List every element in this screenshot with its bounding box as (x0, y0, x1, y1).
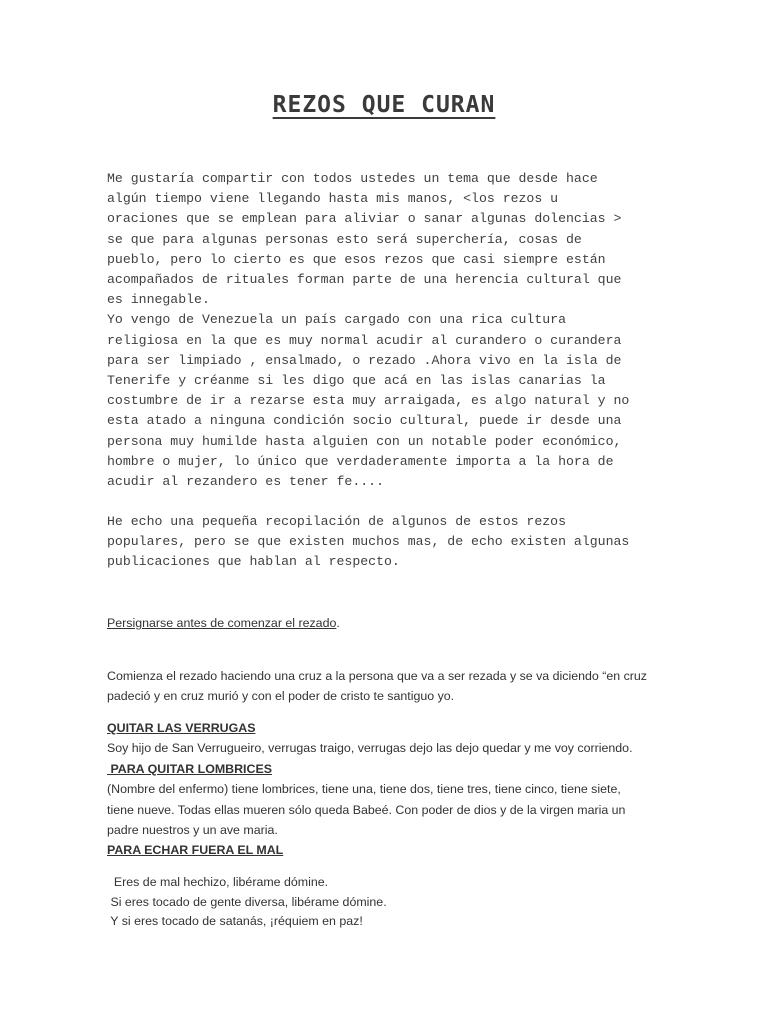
mal-heading: PARA ECHAR FUERA EL MAL (107, 843, 284, 858)
mal-line: Y si eres tocado de satanás, ¡réquiem en paz! (107, 914, 363, 929)
comienza-paragraph (107, 666, 667, 707)
recopilation-line: populares, pero se que existen muchos mas, de echo existen algunas (107, 534, 630, 550)
lombrices-line: tiene nueve. Todas ellas mueren sólo queda Babeé. Con poder de dios y de la virgen maria un (107, 802, 626, 817)
verrugas-heading-line (107, 718, 667, 738)
recopilation-line: He echo una pequeña recopilación de algunos de estos rezos (107, 514, 566, 529)
intro-line: pueblo, pero lo cierto es que esos rezos que casi siempre están (107, 251, 606, 267)
page-title-text: REZOS QUE CURAN (272, 92, 496, 118)
intro-line: acudir al rezandero es tener fe.... (107, 474, 384, 490)
remedies-section (107, 718, 667, 861)
persignarse-section (107, 613, 667, 633)
recopilation-line: publicaciones que hablan al respecto. (107, 554, 400, 570)
lombrices-line: padre nuestros y un ave maria. (107, 823, 278, 838)
lombrices-heading-line (107, 759, 667, 779)
intro-line: es innegable. (107, 292, 210, 308)
persignarse-heading: Persignarse antes de comenzar el rezado (107, 616, 337, 630)
persignarse-period: . (336, 616, 340, 630)
recopilation-paragraph (107, 512, 667, 573)
intro-line: se que para algunas personas esto será superchería, cosas de (107, 231, 582, 247)
intro-line: hombre o mujer, lo único que verdaderamente importa a la hora de (107, 453, 614, 469)
mal-line: Eres de mal hechizo, libérame dómine. (107, 875, 329, 889)
persignarse-heading-line (107, 613, 667, 633)
intro-line: costumbre de ir a rezarse esta muy arraigada, es algo natural y no (107, 393, 630, 409)
lombrices-heading: PARA QUITAR LOMBRICES (107, 761, 272, 776)
intro-line: Me gustaría compartir con todos ustedes un tema que desde hace (107, 171, 598, 186)
comienza-line: padeció y en cruz murió y con el poder de cristo te santiguo yo. (107, 689, 455, 704)
mal-heading-line (107, 840, 667, 860)
mal-prayer (107, 873, 667, 932)
intro-line: persona muy humilde hasta alguien con un notable poder económico, (107, 433, 622, 449)
intro-line: acompañados de rituales forman parte de una herencia cultural que (107, 272, 622, 288)
verrugas-text: Soy hijo de San Verrugueiro, verrugas traigo, verrugas dejo las dejo quedar y me voy corriendo. (107, 741, 633, 756)
intro-line: Yo vengo de Venezuela un país cargado con una rica cultura (107, 312, 566, 328)
intro-line: algún tiempo viene llegando hasta mis manos, <los rezos u (107, 191, 559, 207)
intro-line: esta atado a ninguna condición socio cultural, puede ir desde una (107, 413, 622, 429)
verrugas-heading: QUITAR LAS VERRUGAS (107, 721, 256, 735)
intro-line: religiosa en la que es muy normal acudir al curandero o curandera (107, 332, 622, 348)
lombrices-line: (Nombre del enfermo) tiene lombrices, tiene una, tiene dos, tiene tres, tiene cinco, tiene siete, (107, 782, 621, 797)
intro-line: Tenerife y créanme si les digo que acá en las islas canarias la (107, 373, 606, 389)
intro-line: para ser limpiado , ensalmado, o rezado .Ahora vivo en la isla de (107, 352, 622, 368)
intro-paragraph (107, 169, 667, 492)
page-title (0, 92, 768, 118)
intro-line: oraciones que se emplean para aliviar o sanar algunas dolencias > (107, 211, 622, 227)
comienza-line: Comienza el rezado haciendo una cruz a la persona que va a ser rezada y se va diciendo “en cruz (107, 669, 647, 683)
mal-line: Si eres tocado de gente diversa, libérame dómine. (107, 894, 387, 909)
